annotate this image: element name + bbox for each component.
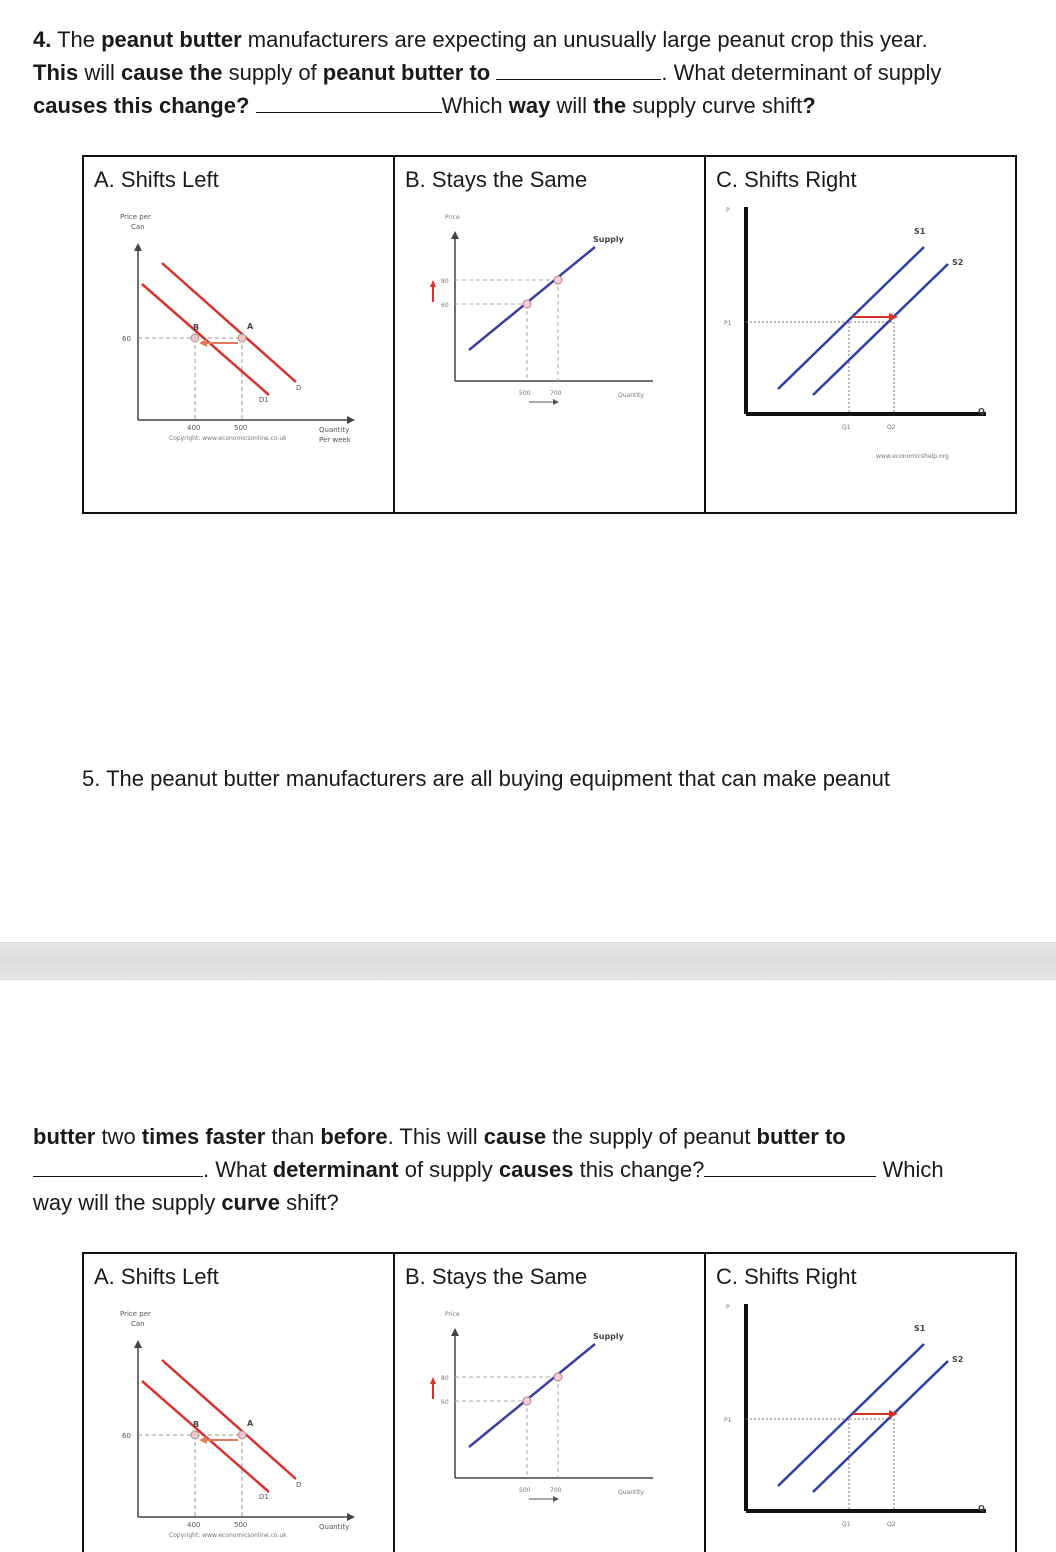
q1-tick: Q1 [842, 1521, 851, 1528]
copyright-note: Copyright: www.economicsonline.co.uk [169, 435, 287, 442]
option-shifts-right[interactable] [706, 1254, 1015, 1552]
source-note: www.economicshelp.org [876, 453, 949, 460]
demand-shift-left-graph [84, 1254, 395, 1552]
x-label-1: Quantity [319, 426, 350, 434]
x-label: Quantity [618, 1489, 644, 1496]
q2-tick: 500 [234, 1521, 248, 1529]
s1-label: S1 [914, 1324, 926, 1333]
point-b [191, 334, 199, 342]
y-label-1: Price per [120, 213, 151, 221]
text: two [95, 1124, 142, 1149]
text: the supply of peanut [546, 1124, 757, 1149]
point-b-label: B [193, 323, 200, 332]
text-bold: ? [802, 93, 816, 118]
x-label-2: Per week [319, 436, 351, 444]
supply-curve-s1 [778, 247, 924, 389]
y-label: P [726, 207, 730, 214]
s1-label: S1 [914, 227, 926, 236]
text: way will the supply [33, 1190, 222, 1215]
point-a [238, 334, 246, 342]
x-axis-arrow [347, 416, 355, 424]
price-tick-60: 60 [441, 1399, 449, 1406]
option-label: B. Stays the Same [405, 1264, 588, 1289]
supply-curve-s2 [813, 264, 948, 395]
y-axis-arrow [451, 1328, 459, 1336]
d1-label: D1 [259, 1493, 269, 1501]
p1-tick: P1 [724, 1417, 732, 1424]
supply-label: Supply [593, 235, 624, 244]
text-bold: causes [498, 1157, 574, 1182]
question-4-line-3 [33, 89, 1033, 122]
p1-tick: P1 [724, 320, 732, 327]
price-tick-80: 80 [441, 1375, 449, 1382]
q-tick-700: 700 [550, 1487, 562, 1494]
question-4-line-1 [33, 23, 1033, 56]
y-axis-arrow [134, 243, 142, 251]
demand-curve-d [162, 1360, 296, 1479]
question-5-line-3 [33, 1153, 1043, 1186]
supply-shift-right-graph [706, 157, 1015, 512]
text: will [550, 93, 594, 118]
answer-options-grid-q5 [82, 1252, 1017, 1552]
price-tick-80: 80 [441, 278, 449, 285]
copyright-note: Copyright: www.economicsonline.co.uk [169, 1532, 287, 1539]
d-label: D [296, 384, 302, 392]
q1-tick: 400 [187, 1521, 201, 1529]
text-bold: times faster [141, 1124, 266, 1149]
answer-blank-supply-change[interactable] [496, 59, 661, 80]
question-number: 4. [33, 27, 52, 52]
supply-label: Supply [593, 1332, 624, 1341]
point-a-label: A [247, 1419, 254, 1428]
point-b [191, 1431, 199, 1439]
x-label-1: Quantity [319, 1523, 350, 1531]
d1-label: D1 [259, 396, 269, 404]
demand-curve-d [162, 263, 296, 382]
shift-arrowhead [199, 1436, 207, 1444]
text-bold: cause the [121, 60, 223, 85]
supply-shift-right-graph [706, 1254, 1015, 1552]
q-tick-700: 700 [550, 390, 562, 397]
page-separator [0, 942, 1056, 980]
y-axis-arrow [451, 231, 459, 239]
text-bold: way [508, 93, 551, 118]
question-5-line-4 [33, 1186, 1043, 1219]
x-label: Quantity [618, 392, 644, 399]
option-label: A. Shifts Left [94, 167, 219, 192]
price-tick: 60 [122, 335, 131, 343]
quantity-arrowhead [553, 399, 559, 405]
option-stays-same[interactable] [395, 157, 706, 512]
text: . What [203, 1157, 273, 1182]
question-4 [33, 23, 1033, 122]
q-tick-500: 500 [519, 390, 531, 397]
x-label: Q [978, 1504, 985, 1513]
s2-label: S2 [952, 258, 964, 267]
y-axis-arrow [134, 1340, 142, 1348]
text: manufacturers are expecting an unusually large peanut crop this year. [241, 27, 928, 52]
text-bold: cause [483, 1124, 547, 1149]
supply-curve-s2 [813, 1361, 948, 1492]
option-label: C. Shifts Right [716, 1264, 857, 1289]
text: supply of [222, 60, 323, 85]
question-5-line-2 [33, 1120, 1043, 1153]
supply-curve [469, 1344, 595, 1447]
q2-tick: 500 [234, 424, 248, 432]
price-arrowhead [430, 280, 436, 287]
text: of supply [398, 1157, 499, 1182]
question-5-continued [33, 1120, 1043, 1219]
y-label: Price [445, 1311, 460, 1318]
option-shifts-left[interactable] [84, 1254, 395, 1552]
text-bold: curve [221, 1190, 281, 1215]
answer-blank-supply-change[interactable] [33, 1156, 203, 1177]
option-label: B. Stays the Same [405, 167, 588, 192]
text: The [51, 27, 102, 52]
supply-curve-s1 [778, 1344, 924, 1486]
y-label: P [726, 1304, 730, 1311]
text: . This will [387, 1124, 484, 1149]
text: shift? [280, 1190, 339, 1215]
text-bold: the [593, 93, 627, 118]
supply-movement-graph [395, 1254, 706, 1552]
answer-blank-determinant[interactable] [704, 1156, 876, 1177]
option-shifts-right[interactable] [706, 157, 1015, 512]
q2-tick: Q2 [887, 424, 896, 431]
q1-tick: Q1 [842, 424, 851, 431]
text-bold: butter [33, 1124, 96, 1149]
point-b-label: B [193, 1420, 200, 1429]
option-stays-same[interactable] [395, 1254, 706, 1552]
x-axis-arrow [347, 1513, 355, 1521]
quantity-arrowhead [553, 1496, 559, 1502]
s2-label: S2 [952, 1355, 964, 1364]
y-label-1: Price per [120, 1310, 151, 1318]
question-5-line-1 [82, 762, 890, 795]
text-bold: determinant [272, 1157, 399, 1182]
y-label: Price [445, 214, 460, 221]
price-tick: 60 [122, 1432, 131, 1440]
option-shifts-left[interactable] [84, 157, 395, 512]
option-label: A. Shifts Left [94, 1264, 219, 1289]
point-a-label: A [247, 322, 254, 331]
text: supply curve shift [626, 93, 803, 118]
text-bold: causes this change? [33, 93, 250, 118]
answer-options-grid-q4 [82, 155, 1017, 514]
y-label-2: Can [131, 223, 145, 231]
text: 5. The peanut butter manufacturers are all buying equipment that can make peanut [82, 766, 890, 791]
x-label: Q [978, 407, 985, 416]
point-700 [554, 276, 562, 284]
q2-tick: Q2 [887, 1521, 896, 1528]
demand-shift-left-graph [84, 157, 395, 512]
text: Which [441, 93, 509, 118]
d-label: D [296, 1481, 302, 1489]
text: . What determinant of supply [661, 60, 942, 85]
supply-movement-graph [395, 157, 706, 512]
text: this change? [573, 1157, 705, 1182]
text-bold: butter to [756, 1124, 846, 1149]
text: Which [876, 1157, 944, 1182]
question-4-line-2 [33, 56, 1033, 89]
shift-arrowhead [199, 339, 207, 347]
text: will [78, 60, 122, 85]
point-700 [554, 1373, 562, 1381]
text: than [265, 1124, 321, 1149]
text-bold: peanut butter to [322, 60, 491, 85]
option-label: C. Shifts Right [716, 167, 857, 192]
y-label-2: Can [131, 1320, 145, 1328]
price-arrowhead [430, 1377, 436, 1384]
price-tick-60: 60 [441, 302, 449, 309]
text-bold: This [33, 60, 79, 85]
point-a [238, 1431, 246, 1439]
answer-blank-determinant[interactable] [256, 92, 442, 113]
text-bold: peanut butter [101, 27, 242, 52]
supply-curve [469, 247, 595, 350]
q1-tick: 400 [187, 424, 201, 432]
q-tick-500: 500 [519, 1487, 531, 1494]
point-500 [523, 1397, 531, 1405]
point-500 [523, 300, 531, 308]
text-bold: before [320, 1124, 388, 1149]
